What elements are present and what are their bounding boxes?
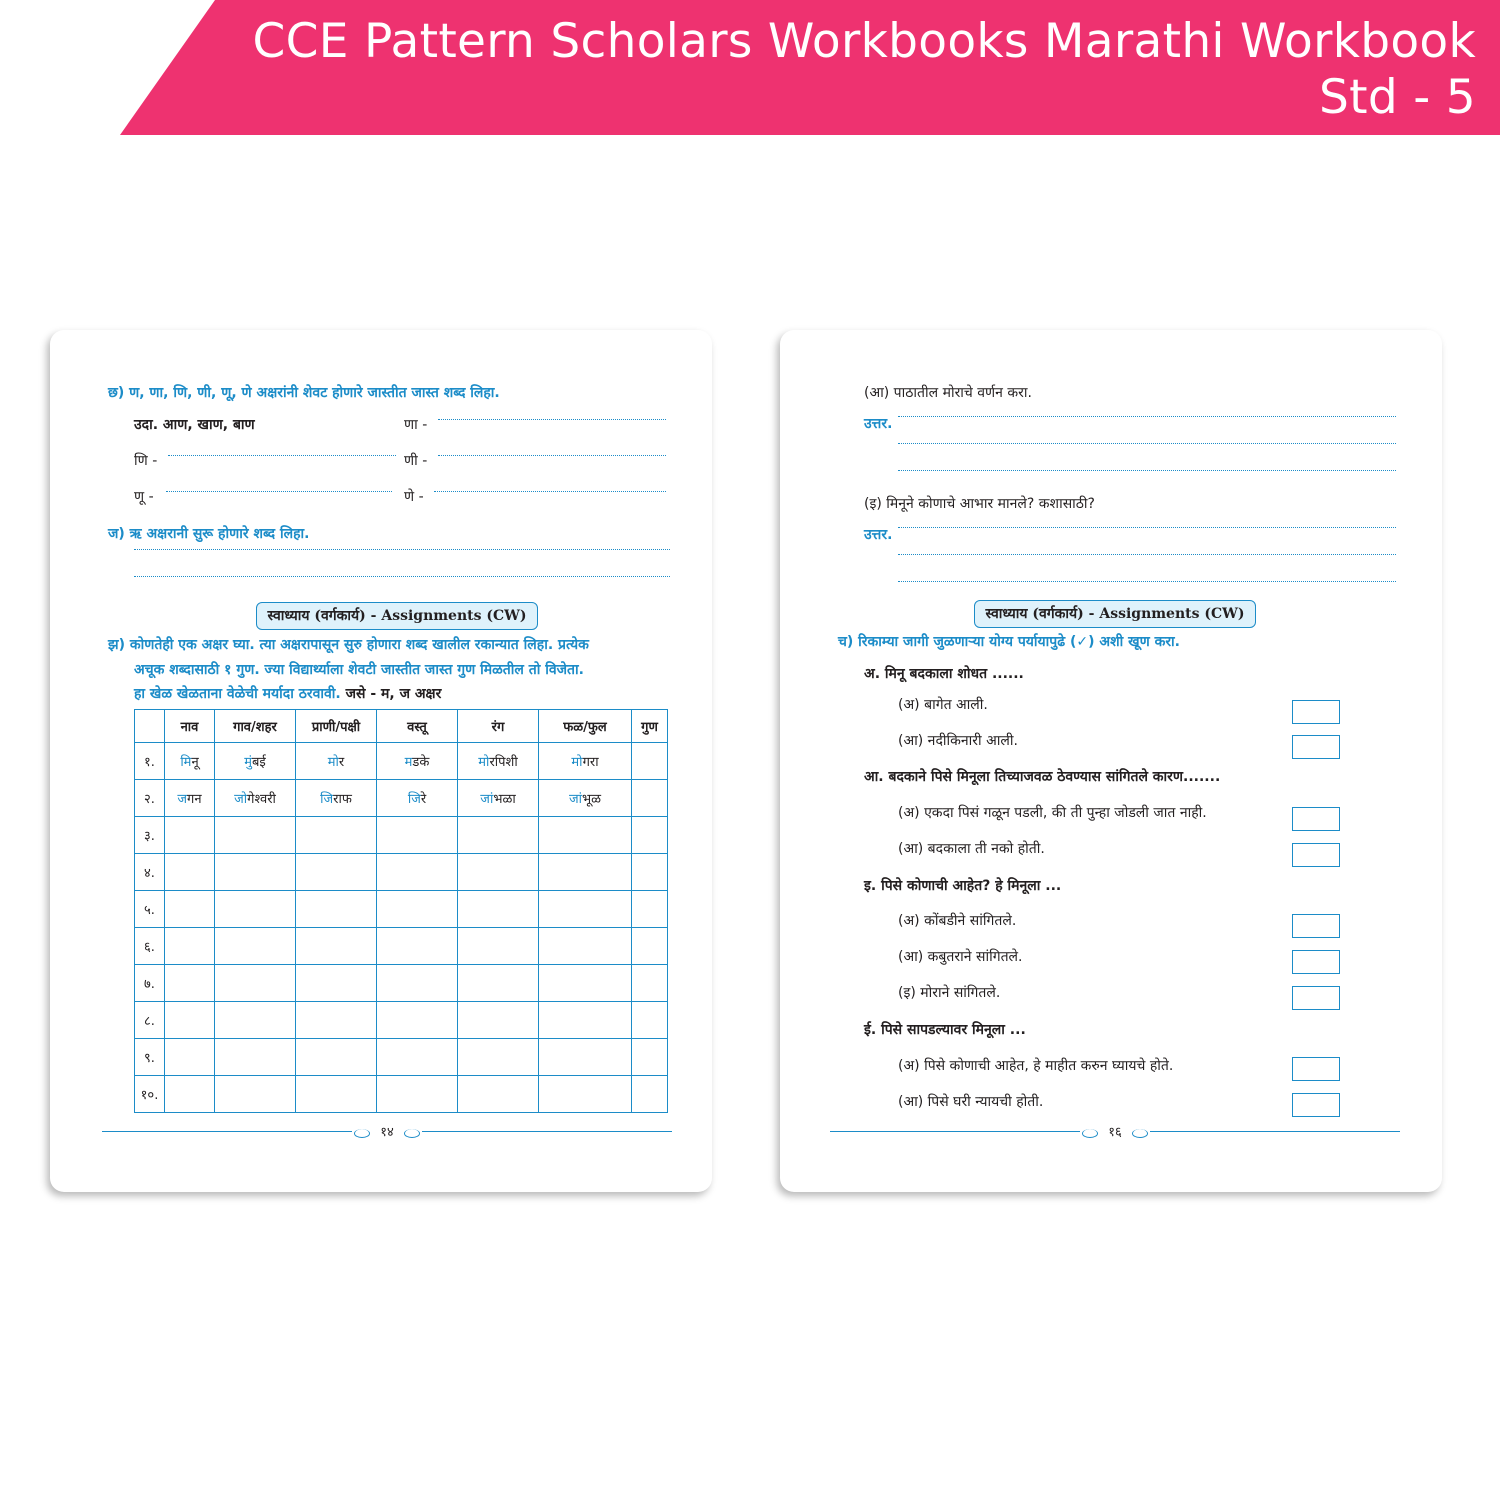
row-number: ६. — [135, 928, 165, 965]
cell-gaav[interactable] — [215, 891, 296, 928]
question-jh-example: जसे - म, ज अक्षर — [340, 686, 442, 702]
question-jh-note: हा खेळ खेळताना वेळेची मर्यादा ठरवावी. — [134, 686, 341, 702]
question-jh-line2: अचूक शब्दासाठी १ गुण. ज्या विद्यार्थ्याला शेवटी जास्तीत जास्त गुण मिळतील तो विजेता. — [134, 662, 584, 678]
row-number: २. — [135, 780, 165, 817]
banner-title — [176, 14, 1476, 126]
cell-naav[interactable] — [165, 854, 215, 891]
cell-phal[interactable] — [539, 1039, 632, 1076]
cell-letter: मुं — [244, 755, 252, 770]
cell-rang[interactable] — [458, 965, 539, 1002]
cell-prani[interactable] — [296, 743, 377, 780]
answer-line-aa-2[interactable] — [898, 443, 1396, 444]
cell-rang[interactable] — [458, 854, 539, 891]
cell-rest: भूळ — [581, 792, 602, 807]
cell-rest: रपिशी — [489, 755, 518, 770]
cell-vastu[interactable] — [377, 780, 458, 817]
table-row — [135, 854, 668, 891]
banner-title-line1: CCE Pattern Scholars Workbooks Marathi Workbook — [252, 14, 1476, 69]
checkbox[interactable] — [1292, 1057, 1340, 1081]
question-jh-line3 — [134, 684, 441, 703]
cell-phal[interactable] — [539, 1002, 632, 1039]
cell-rang[interactable] — [458, 891, 539, 928]
example-text: उदा. आण, खाण, बाण — [134, 417, 255, 433]
workbook-page-14 — [50, 330, 712, 1192]
cell-rest: राफ — [333, 792, 352, 807]
mcq-option: (अ) एकदा पिसं गळून पडली, की ती पुन्हा जोडली जात नाही. — [898, 805, 1207, 821]
answer-line-i-2[interactable] — [898, 554, 1396, 555]
cell-naav[interactable] — [165, 891, 215, 928]
cell-naav[interactable] — [165, 1076, 215, 1113]
cell-gaav[interactable] — [215, 928, 296, 965]
answer-line-nee[interactable] — [438, 455, 666, 456]
table-row — [135, 817, 668, 854]
table-row — [135, 780, 668, 817]
header-prani: प्राणी/पक्षी — [296, 710, 377, 743]
row-number: ३. — [135, 817, 165, 854]
cell-phal[interactable] — [539, 1076, 632, 1113]
answer-line-ne[interactable] — [434, 491, 666, 492]
mcq-option: (आ) नदीकिनारी आली. — [898, 733, 1018, 749]
checkbox[interactable] — [1292, 843, 1340, 867]
cell-letter: जां — [480, 792, 494, 807]
answer-line-j-2[interactable] — [134, 576, 670, 577]
cell-gaav[interactable] — [215, 780, 296, 817]
cell-prani[interactable] — [296, 928, 377, 965]
cell-phal[interactable] — [539, 928, 632, 965]
cell-vastu[interactable] — [377, 1002, 458, 1039]
cell-phal[interactable] — [539, 891, 632, 928]
table-row — [135, 891, 668, 928]
header-gun: गुण — [632, 710, 668, 743]
mcq-option: (अ) बागेत आली. — [898, 697, 988, 713]
question-chh: छ) ण, णा, णि, णी, णू, णे अक्षरांनी शेवट होणारे जास्तीत जास्त शब्द लिहा. — [108, 385, 500, 401]
answer-line-ni[interactable] — [168, 455, 396, 456]
label-naa: णा - — [404, 417, 428, 433]
cell-gun[interactable] — [632, 1002, 668, 1039]
answer-line-noo[interactable] — [166, 491, 392, 492]
label-nee: णी - — [404, 453, 428, 469]
cell-prani[interactable] — [296, 854, 377, 891]
cell-rest: नू — [191, 755, 199, 770]
table-row — [135, 1039, 668, 1076]
section-title-assignments: स्वाध्याय (वर्गकार्य) - Assignments (CW) — [256, 602, 538, 630]
cell-rest: र — [338, 755, 345, 770]
cell-gaav[interactable] — [215, 854, 296, 891]
cell-rang[interactable] — [458, 743, 539, 780]
answer-line-i-3[interactable] — [898, 581, 1396, 582]
page-number: १४ — [352, 1122, 422, 1140]
mcq-question-aa: आ. बदकाने पिसे मिनूला तिच्याजवळ ठेवण्यास सांगितले कारण....... — [864, 769, 1221, 785]
header-banner — [0, 0, 1500, 135]
checkbox[interactable] — [1292, 735, 1340, 759]
table-row — [135, 743, 668, 780]
cell-letter: मो — [327, 755, 339, 770]
cell-gaav[interactable] — [215, 817, 296, 854]
table-header-row — [135, 710, 668, 743]
cell-rest: बई — [251, 755, 266, 770]
cell-phal[interactable] — [539, 743, 632, 780]
mcq-option: (अ) कोंबडीने सांगितले. — [898, 913, 1017, 929]
answer-line-aa-3[interactable] — [898, 470, 1396, 471]
cell-letter: मि — [180, 755, 192, 770]
cell-letter: जि — [320, 792, 334, 807]
cell-letter: जि — [407, 792, 421, 807]
cell-gun[interactable] — [632, 1076, 668, 1113]
row-number: ४. — [135, 854, 165, 891]
cell-naav[interactable] — [165, 743, 215, 780]
label-noo: णू - — [134, 489, 154, 505]
table-row — [135, 1076, 668, 1113]
cell-prani[interactable] — [296, 1002, 377, 1039]
header-phal: फळ/फुल — [539, 710, 632, 743]
cell-gaav[interactable] — [215, 1039, 296, 1076]
label-ni: णि - — [134, 453, 158, 469]
cell-prani[interactable] — [296, 1039, 377, 1076]
cell-gun[interactable] — [632, 1039, 668, 1076]
cell-rest: भळा — [493, 792, 516, 807]
header-gaav: गाव/शहर — [215, 710, 296, 743]
cell-phal[interactable] — [539, 965, 632, 1002]
mcq-question-a: अ. मिनू बदकाला शोधत ...... — [864, 666, 1024, 682]
question-ch: च) रिकाम्या जागी जुळणाऱ्या योग्य पर्यायापुढे (✓) अशी खूण करा. — [838, 634, 1180, 650]
cell-gaav[interactable] — [215, 1076, 296, 1113]
table-row — [135, 965, 668, 1002]
cell-letter: ज — [177, 792, 188, 807]
row-number: १०. — [135, 1076, 165, 1113]
mcq-option: (आ) पिसे घरी न्यायची होती. — [898, 1094, 1044, 1110]
cell-letter: जो — [234, 792, 248, 807]
cell-vastu[interactable] — [377, 1039, 458, 1076]
checkbox[interactable] — [1292, 1093, 1340, 1117]
cell-gaav[interactable] — [215, 1002, 296, 1039]
cell-letter: मो — [571, 755, 583, 770]
banner-title-line2: Std - 5 — [1319, 70, 1476, 125]
cell-gun[interactable] — [632, 817, 668, 854]
question-aa: (आ) पाठातील मोराचे वर्णन करा. — [864, 385, 1032, 401]
section-title-assignments: स्वाध्याय (वर्गकार्य) - Assignments (CW) — [974, 600, 1256, 628]
mcq-option: (आ) बदकाला ती नको होती. — [898, 841, 1045, 857]
cell-rang[interactable] — [458, 1076, 539, 1113]
cell-gun[interactable] — [632, 891, 668, 928]
cell-naav[interactable] — [165, 817, 215, 854]
cell-naav[interactable] — [165, 1002, 215, 1039]
cell-vastu[interactable] — [377, 1076, 458, 1113]
page-number: १६ — [1080, 1122, 1150, 1140]
cell-prani[interactable] — [296, 780, 377, 817]
cell-vastu[interactable] — [377, 817, 458, 854]
cell-gun[interactable] — [632, 743, 668, 780]
cell-naav[interactable] — [165, 1039, 215, 1076]
answer-line-i-1[interactable] — [898, 527, 1396, 528]
answer-label: उत्तर. — [864, 527, 893, 543]
cell-vastu[interactable] — [377, 743, 458, 780]
cell-gun[interactable] — [632, 965, 668, 1002]
answer-label: उत्तर. — [864, 416, 893, 432]
cell-vastu[interactable] — [377, 965, 458, 1002]
cell-naav[interactable] — [165, 928, 215, 965]
mcq-question-ii: ई. पिसे सापडल्यावर मिनूला ... — [864, 1022, 1026, 1038]
cell-prani[interactable] — [296, 817, 377, 854]
cell-rest: डके — [412, 755, 430, 770]
cell-gaav[interactable] — [215, 965, 296, 1002]
table-row — [135, 928, 668, 965]
checkbox[interactable] — [1292, 950, 1340, 974]
row-number: ५. — [135, 891, 165, 928]
question-jh-line1: झ) कोणतेही एक अक्षर घ्या. त्या अक्षरापासून सुरु होणारा शब्द खालील रकान्यात लिहा. प्रत्येक — [108, 637, 589, 653]
cell-gun[interactable] — [632, 928, 668, 965]
table-row — [135, 1002, 668, 1039]
cell-rang[interactable] — [458, 817, 539, 854]
checkbox[interactable] — [1292, 914, 1340, 938]
word-game-table — [134, 709, 668, 1113]
header-vastu: वस्तू — [377, 710, 458, 743]
cell-naav[interactable] — [165, 780, 215, 817]
mcq-option: (अ) पिसे कोणाची आहेत, हे माहीत करुन घ्यायचे होते. — [898, 1058, 1174, 1074]
cell-prani[interactable] — [296, 1076, 377, 1113]
cell-phal[interactable] — [539, 854, 632, 891]
question-j: ज) ऋ अक्षरानी सुरू होणारे शब्द लिहा. — [108, 526, 310, 542]
row-number: ८. — [135, 1002, 165, 1039]
header-naav: नाव — [165, 710, 215, 743]
cell-letter: मो — [478, 755, 490, 770]
cell-gun[interactable] — [632, 854, 668, 891]
cell-gun[interactable] — [632, 780, 668, 817]
cell-prani[interactable] — [296, 965, 377, 1002]
cell-vastu[interactable] — [377, 891, 458, 928]
cell-prani[interactable] — [296, 891, 377, 928]
cell-letter: म — [404, 755, 413, 770]
row-number: ९. — [135, 1039, 165, 1076]
cell-rest: गेश्वरी — [247, 792, 276, 807]
workbook-page-16 — [780, 330, 1442, 1192]
header-rang: रंग — [458, 710, 539, 743]
answer-line-naa[interactable] — [438, 419, 666, 420]
cell-letter: जां — [568, 792, 582, 807]
row-number: १. — [135, 743, 165, 780]
checkbox[interactable] — [1292, 986, 1340, 1010]
cell-vastu[interactable] — [377, 928, 458, 965]
mcq-option: (इ) मोराने सांगितले. — [898, 985, 1001, 1001]
cell-rest: रे — [420, 792, 427, 807]
cell-rang[interactable] — [458, 780, 539, 817]
checkbox[interactable] — [1292, 700, 1340, 724]
cell-rang[interactable] — [458, 1039, 539, 1076]
cell-rest: गन — [187, 792, 202, 807]
cell-rest: गरा — [582, 755, 599, 770]
label-ne: णे - — [404, 489, 424, 505]
cell-rang[interactable] — [458, 928, 539, 965]
answer-line-aa-1[interactable] — [898, 416, 1396, 417]
cell-vastu[interactable] — [377, 854, 458, 891]
cell-phal[interactable] — [539, 817, 632, 854]
row-number: ७. — [135, 965, 165, 1002]
mcq-question-i: इ. पिसे कोणाची आहेत? हे मिनूला ... — [864, 878, 1062, 894]
answer-line-j-1[interactable] — [134, 549, 670, 550]
cell-rang[interactable] — [458, 1002, 539, 1039]
checkbox[interactable] — [1292, 807, 1340, 831]
question-i: (इ) मिनूने कोणाचे आभार मानले? कशासाठी? — [864, 496, 1095, 512]
mcq-option: (आ) कबुतराने सांगितले. — [898, 949, 1023, 965]
cell-phal[interactable] — [539, 780, 632, 817]
cell-naav[interactable] — [165, 965, 215, 1002]
cell-gaav[interactable] — [215, 743, 296, 780]
header-cell-blank — [135, 710, 165, 743]
